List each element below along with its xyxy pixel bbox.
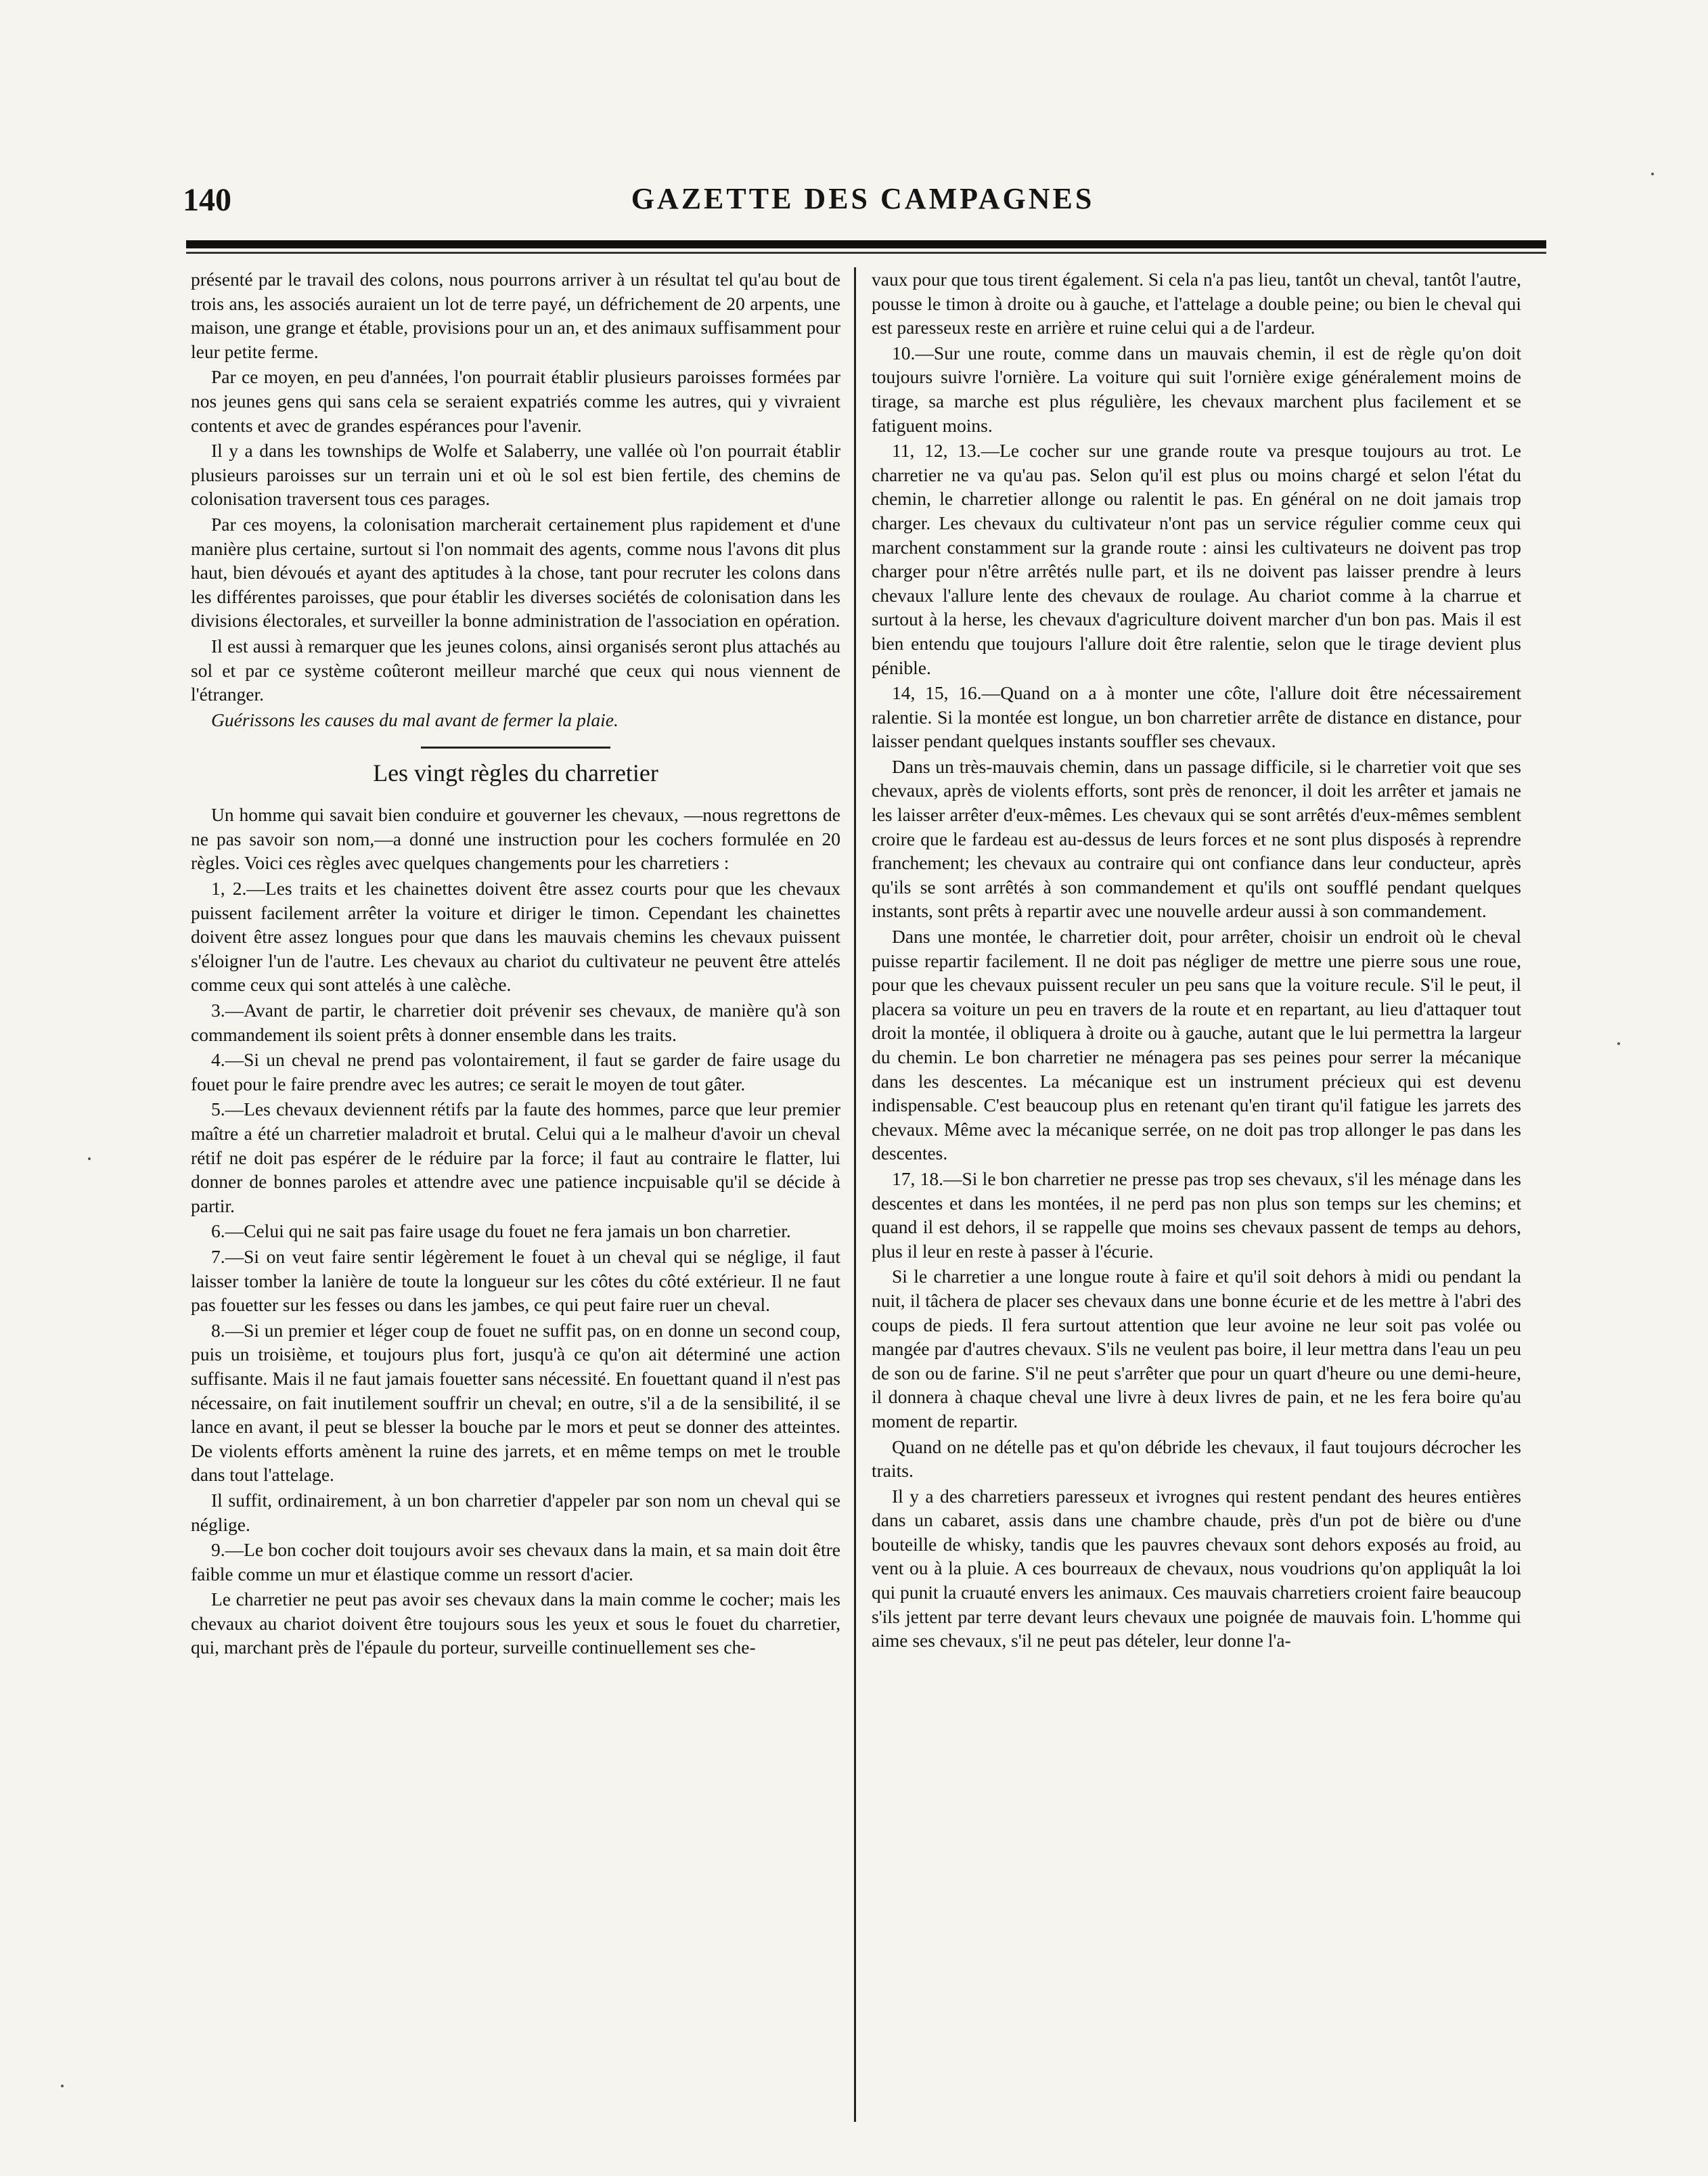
rule-paragraph: 5.—Les chevaux deviennent rétifs par la faute des hommes, parce que leur premier maître a été un charretier maladroit et brutal. Celui qui a le malheur d'avoir un cheval rétif ne doit pas espérer de le réduire par la force; il faut au contraire le flatter, lui donner de bonnes paroles et attendre avec une patience incpuisable qu'il se décide à partir. [191, 1098, 840, 1216]
rule-paragraph: 8.—Si un premier et léger coup de fouet ne suffit pas, on en donne un second coup, puis un troisième, et toujours plus fort, jusqu'à ce qu'on ait déterminé une action suffisante. Mais il ne faut jamais fouetter sans nécessité. En fouettant quand il n'est pas nécessaire, on fait inutilement souffrir un cheval; en outre, s'il a de la sensibilité, il se lance en avant, il peut se blesser la bouche par le mors et peut se donner des atteintes. De violents efforts amènent la ruine des jarrets, et en même temps on met le trouble dans tout l'attelage. [191, 1319, 840, 1486]
section-title: Les vingt règles du charretier [373, 759, 658, 787]
right-paragraph: 17, 18.—Si le bon charretier ne presse pas trop ses chevaux, s'il les ménage dans les descentes et dans les montées, il ne perd pas non plus son temps sur les chemins; et quand il est dehors, il se rappelle que moins ses chevaux passent de temps au dehors, plus il leur en reste à passer à l'écurie. [872, 1168, 1521, 1262]
right-paragraph: vaux pour que tous tirent également. Si cela n'a pas lieu, tantôt un cheval, tantôt l'autre, pousse le timon à droite ou à gauche, et l'attelage a double peine; ou bien le cheval qui est paresseux reste en arrière et ruine celui qui a de l'ardeur. [872, 269, 1521, 338]
print-speck [1651, 173, 1654, 175]
rule-paragraph: 4.—Si un cheval ne prend pas volontairement, il faut se garder de faire usage du fouet pour le faire prendre avec les autres; ce serait le moyen de tout gâter. [191, 1049, 840, 1094]
right-paragraph: Dans un très-mauvais chemin, dans un passage difficile, si le charretier voit que ses chevaux, après de violents efforts, sont près de renoncer, il doit les arrêter et jamais ne les laisser arrêter d'eux-mêmes. Les chevaux qui se sont arrêtés d'eux-mêmes semblent croire que le fardeau est au-dessus de leurs forces et ne sont plus disposés à reprendre franchement; les chevaux au contraire qui ont confiance dans leur conducteur, après qu'ils se sont arrêtés à son commandement et qu'ils ont soufflé pendant quelques instants, sont prêts à repartir avec une nouvelle ardeur aussi à son commandement. [872, 755, 1521, 922]
print-speck [88, 1157, 91, 1160]
right-paragraph: Il y a des charretiers paresseux et ivrognes qui restent pendant des heures entières dans un cabaret, assis dans une chambre chaude, près d'un pot de bière ou d'une bouteille de whisky, tandis que les pauvres chevaux sont dehors exposés au froid, au vent ou à la pluie. A ces bourreaux de chevaux, nous voudrions qu'on appliquât la loi qui punit la cruauté envers les animaux. Ces mauvais charretiers croient faire beaucoup s'ils jettent par terre devant leurs chevaux une poignée de mauvais foin. L'homme qui aime ses chevaux, s'il ne peut pas dételer, leur donne l'a- [872, 1485, 1521, 1651]
right-column [872, 267, 1521, 2122]
right-paragraph: 10.—Sur une route, comme dans un mauvais chemin, il est de règle qu'on doit toujours suivre l'ornière. La voiture qui suit l'ornière exige généralement moins de tirage, sa marche est plus régulière, les chevaux marchent plus facilement et se fatiguent moins. [872, 342, 1521, 436]
page-number: 140 [183, 182, 231, 218]
rule-paragraph: Il suffit, ordinairement, à un bon charretier d'appeler par son nom un cheval qui se néglige. [191, 1489, 840, 1535]
right-paragraph: Dans une montée, le charretier doit, pour arrêter, choisir un endroit où le cheval puisse repartir facilement. Il ne doit pas négliger de mettre une pierre sous une roue, pour que les chevaux puissent reculer un peu sans que la voiture recule. S'il le peut, il placera sa voiture un peu en travers de la route et en repartant, au lieu d'attaquer tout droit la montée, il obliquera à droite ou à gauche, autant que le lui permettra la largeur du chemin. Le bon charretier ne ménagera pas ses peines pour serrer la mécanique dans les descentes. La mécanique est un instrument précieux qui est devenu indispensable. C'est beaucoup plus en retenant qu'en tirant qu'il fatigue les jarrets des chevaux. Même avec la mécanique serrée, on ne doit pas trop allonger le pas dans les descentes. [872, 926, 1521, 1164]
left-paragraph: présenté par le travail des colons, nous pourrons arriver à un résultat tel qu'au bout de trois ans, les associés auraient un lot de terre payé, un défrichement de 20 arpents, une maison, une grange et étable, provisions pour un an, et des animaux suffisamment pour leur petite ferme. [191, 269, 840, 362]
print-speck [1617, 1042, 1620, 1045]
left-paragraph: Par ce moyen, en peu d'années, l'on pourrait établir plusieurs paroisses formées par nos jeunes gens qui sans cela se seraient expatriés comme les autres, qui y vivraient contents et avec de grandes espérances pour l'avenir. [191, 366, 840, 436]
header-rule-thick [186, 240, 1546, 248]
right-paragraph: Quand on ne dételle pas et qu'on débride les chevaux, il faut toujours décrocher les traits. [872, 1436, 1521, 1482]
section-title-block [191, 747, 840, 788]
page-header [183, 181, 1543, 222]
left-paragraph: Il est aussi à remarquer que les jeunes colons, ainsi organisés seront plus attachés au sol et par ce système coûteront meilleur marché que ceux qui nous viennent de l'étranger. [191, 635, 840, 705]
rule-paragraph: 3.—Avant de partir, le charretier doit prévenir ses chevaux, de manière qu'à son commandement ils soient prêts à donner ensemble dans les traits. [191, 1000, 840, 1045]
left-paragraph: Par ces moyens, la colonisation marcherait certainement plus rapidement et d'une manière plus certaine, surtout si l'on nommait des agents, comme nous l'avons dit plus haut, bien dévoués et ayant des aptitudes à la chose, tant pour recruter les colons dans les différentes paroisses, que pour établir les diverses sociétés de colonisation dans les divisions électorales, et surveiller la bonne administration de l'association en opération. [191, 513, 840, 631]
rule-paragraph: Le charretier ne peut pas avoir ses chevaux dans la main comme le cocher; mais les chevaux au chariot doivent être toujours sous les yeux et sous le fouet du charretier, qui, marchant près de l'épaule du porteur, surveille continuellement ses che- [191, 1589, 840, 1658]
masthead-title: GAZETTE DES CAMPAGNES [631, 182, 1095, 215]
rule-paragraph: 9.—Le bon cocher doit toujours avoir ses chevaux dans la main, et sa main doit être faible comme un mur et élastique comme un ressort d'acier. [191, 1539, 840, 1584]
right-paragraph: Si le charretier a une longue route à faire et qu'il soit dehors à midi ou pendant la nuit, il tâchera de placer ses chevaux dans une bonne écurie et de les mettre à l'abri des coups de pieds. Il fera surtout attention que leur avoine ne leur soit pas volée ou mangée par d'autres chevaux. S'ils ne veulent pas boire, il leur mettra dans l'eau un peu de son ou de farine. S'il ne peut s'arrêter que pour un quart d'heure ou une demi-heure, il donnera à chaque cheval une livre à deux livres de pain, et ne les fera boire qu'au moment de repartir. [872, 1266, 1521, 1431]
section-title-rule [421, 747, 610, 749]
header-rule-thin [186, 252, 1546, 254]
left-paragraph-italic: Guérissons les causes du mal avant de fermer la plaie. [211, 709, 619, 730]
rule-paragraph: 1, 2.—Les traits et les chainettes doivent être assez courts pour que les chevaux puissent facilement arrêter la voiture et diriger le timon. Cependant les chainettes doivent être assez longues pour que dans les mauvais chemins les chevaux puissent s'éloigner l'un de l'autre. Les chevaux au chariot du cultivateur ne peuvent être attelés comme ceux qui sont attelés à une calèche. [191, 878, 840, 996]
rule-paragraph: Un homme qui savait bien conduire et gouverner les chevaux, —nous regrettons de ne pas savoir son nom,—a donné une instruction pour les cochers formulée en 20 règles. Voici ces règles avec quelques changements pour les charretiers : [191, 804, 840, 874]
right-paragraph: 11, 12, 13.—Le cocher sur une grande route va presque toujours au trot. Le charretier ne va qu'au pas. Selon qu'il est plus ou moins chargé et selon l'état du chemin, le charretier allonge ou ralentit le pas. En général on ne doit jamais trop charger. Les chevaux du cultivateur n'ont pas un service régulier comme ceux qui marchent constamment sur la grande route : ainsi les cultivateurs ne doivent pas trop charger pour n'être arrêtés nulle part, et ils ne doivent pas laisser prendre à leurs chevaux l'allure lente des chevaux de roulage. Au chariot comme à la charrue et surtout à la herse, les chevaux d'agriculture doivent marcher d'un bon pas. Mais il est bien entendu que toujours l'allure doit être ralentie, selon que le tirage devient plus pénible. [872, 440, 1521, 678]
print-speck [61, 2085, 64, 2087]
left-paragraph: Il y a dans les townships de Wolfe et Salaberry, une vallée où l'on pourrait établir plusieurs paroisses sur un terrain uni et où le sol est bien fertile, des chemins de colonisation traversent tous ces parages. [191, 440, 840, 510]
rule-paragraph: 6.—Celui qui ne sait pas faire usage du fouet ne fera jamais un bon charretier. [211, 1220, 791, 1242]
left-column [191, 267, 840, 2122]
right-paragraph: 14, 15, 16.—Quand on a à monter une côte, l'allure doit être nécessairement ralentie. Si la montée est longue, un bon charretier arrête de distance en distance, pour laisser pendant quelques instants souffler ses chevaux. [872, 682, 1521, 752]
rule-paragraph: 7.—Si on veut faire sentir légèrement le fouet à un cheval qui se néglige, il faut laisser tomber la lanière de toute la longueur sur les côtes du côté extérieur. Il ne faut pas fouetter sur les fesses ou dans les jambes, ce qui peut faire ruer un cheval. [191, 1245, 840, 1316]
column-divider [854, 267, 856, 2122]
